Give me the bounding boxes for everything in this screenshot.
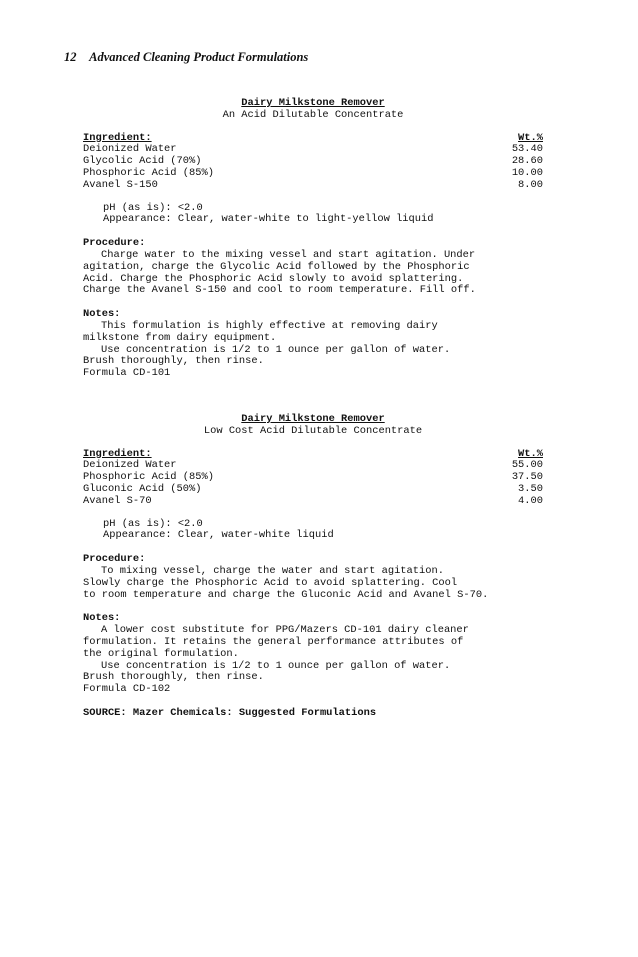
formulation-title: Dairy Milkstone Remover <box>241 413 385 425</box>
formula-code: Formula CD-101 <box>83 367 171 380</box>
procedure-line: agitation, charge the Glycolic Acid followed by the Phosphoric <box>83 260 470 273</box>
ingredient-weight: 8.00 <box>518 178 543 191</box>
ingredient-header: Ingredient: <box>83 131 152 144</box>
ingredient-row <box>83 168 543 180</box>
procedure-line: Charge the Avanel S-150 and cool to room temperature. Fill off. <box>83 284 476 297</box>
ingredient-weight: 10.00 <box>511 166 543 179</box>
notes-line: This formulation is highly effective at removing dairy <box>101 319 438 332</box>
ingredient-weight: 4.00 <box>518 494 543 507</box>
procedure-label: Procedure: <box>83 237 146 250</box>
formulation-cd-101 <box>83 98 543 380</box>
ph-value: pH (as is): <2.0 <box>103 201 203 214</box>
ingredient-header: Ingredient: <box>83 447 152 460</box>
ingredient-name: Gluconic Acid (50%) <box>83 482 202 495</box>
formula-code: Formula CD-102 <box>83 683 171 696</box>
appearance: Appearance: Clear, water-white liquid <box>103 529 334 542</box>
notes-line: Brush thoroughly, then rinse. <box>83 355 264 368</box>
formulation-subtitle: Low Cost Acid Dilutable Concentrate <box>203 424 423 437</box>
formulation-cd-102 <box>83 414 543 720</box>
ingredient-row <box>83 180 543 192</box>
notes-line: Use concentration is 1/2 to 1 ounce per gallon of water. <box>101 659 451 672</box>
notes-line: Brush thoroughly, then rinse. <box>83 671 264 684</box>
ingredient-weight: 53.40 <box>511 143 543 156</box>
procedure-line: Charge water to the mixing vessel and start agitation. Under <box>101 248 476 261</box>
source-credit: SOURCE: Mazer Chemicals: Suggested Formulations <box>83 706 377 719</box>
notes-line: the original formulation. <box>83 647 239 660</box>
procedure-line: Acid. Charge the Phosphoric Acid slowly to avoid splattering. <box>83 272 464 285</box>
ingredient-weight: 37.50 <box>511 471 543 484</box>
procedure-line: to room temperature and charge the Gluconic Acid and Avanel S-70. <box>83 588 489 601</box>
ingredient-name: Glycolic Acid (70%) <box>83 155 202 168</box>
formulation-title: Dairy Milkstone Remover <box>241 97 385 109</box>
notes-line: A lower cost substitute for PPG/Mazers CD-101 dairy cleaner <box>101 624 469 637</box>
ph-value: pH (as is): <2.0 <box>103 517 203 530</box>
notes-line: formulation. It retains the general performance attributes of <box>83 635 464 648</box>
weight-header: Wt.% <box>518 131 543 144</box>
ingredient-name: Deionized Water <box>83 459 177 472</box>
notes-line: milkstone from dairy equipment. <box>83 331 277 344</box>
ingredient-weight: 3.50 <box>518 482 543 495</box>
notes-line: Use concentration is 1/2 to 1 ounce per gallon of water. <box>101 343 451 356</box>
ingredient-name: Avanel S-70 <box>83 494 152 507</box>
appearance: Appearance: Clear, water-white to light-yellow liquid <box>103 213 434 226</box>
procedure-line: To mixing vessel, charge the water and start agitation. <box>101 564 444 577</box>
notes-label: Notes: <box>83 308 121 321</box>
ingredient-row <box>83 496 543 508</box>
ingredient-weight: 28.60 <box>511 155 543 168</box>
ingredient-weight: 55.00 <box>511 459 543 472</box>
page-header <box>64 50 308 65</box>
formulation-subtitle: An Acid Dilutable Concentrate <box>222 108 404 121</box>
procedure-label: Procedure: <box>83 553 146 566</box>
procedure-line: Slowly charge the Phosphoric Acid to avoid splattering. Cool <box>83 576 458 589</box>
ingredient-name: Avanel S-150 <box>83 178 158 191</box>
ingredient-row <box>83 484 543 496</box>
notes-label: Notes: <box>83 612 121 625</box>
weight-header: Wt.% <box>518 447 543 460</box>
book-title: Advanced Cleaning Product Formulations <box>89 50 309 64</box>
ingredient-name: Deionized Water <box>83 143 177 156</box>
ingredient-name: Phosphoric Acid (85%) <box>83 471 214 484</box>
ingredient-name: Phosphoric Acid (85%) <box>83 166 214 179</box>
page-number: 12 <box>64 50 77 64</box>
